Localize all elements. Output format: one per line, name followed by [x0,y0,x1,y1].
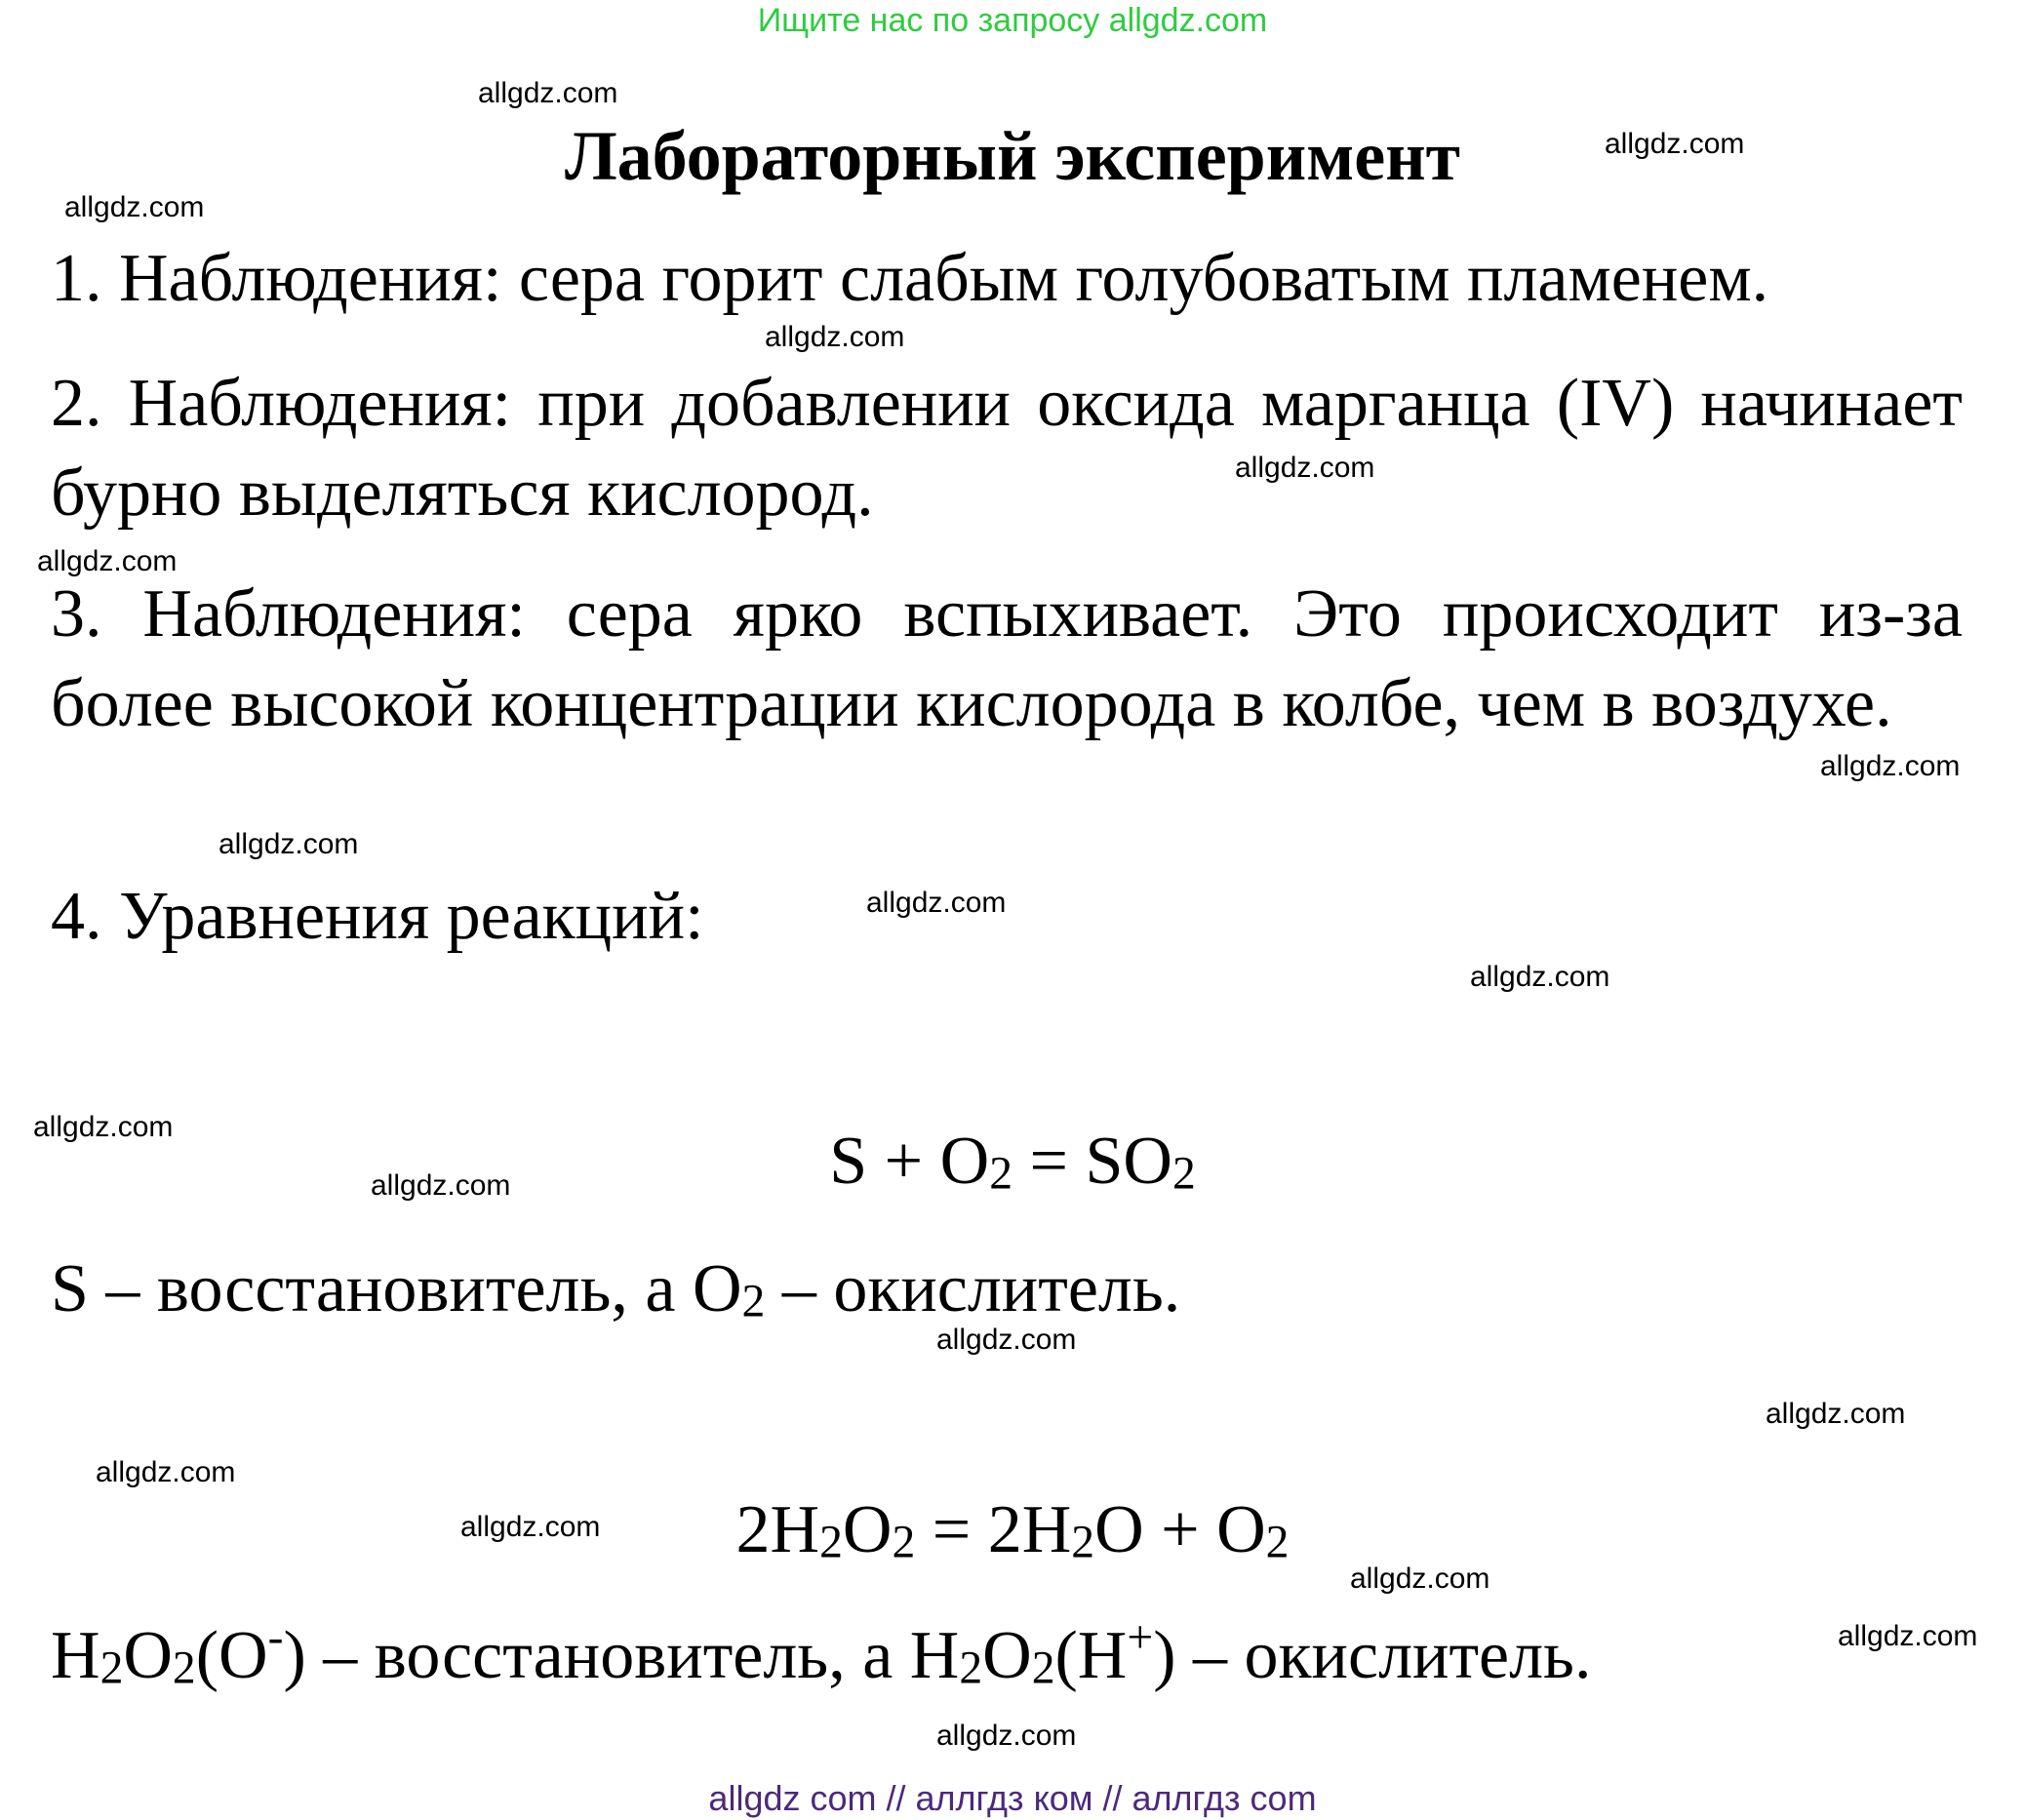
expl2-ion1: (O [195,1618,268,1693]
eq2-sub1: 2 [819,1517,843,1568]
watermark: allgdz.com [1838,1620,1978,1652]
watermark: allgdz.com [478,77,618,109]
equation-sulfur-combustion [0,1118,2025,1206]
bottom-banner[interactable]: allgdz com // аллгдз ком // аллгдз com [708,1778,1317,1818]
watermark: allgdz.com [1766,1398,1906,1430]
eq2-o1: O [842,1492,893,1567]
page-title: Лабораторный эксперимент [564,117,1461,195]
expl2-mid: ) – восстановитель, а H [283,1618,960,1693]
expl2-sub3: 2 [959,1642,983,1694]
watermark: allgdz.com [936,1324,1077,1356]
watermark: allgdz.com [1235,452,1375,484]
watermark: allgdz.com [64,191,205,223]
watermark: allgdz.com [1605,128,1745,160]
eq1-part-a: S + O [829,1124,990,1199]
expl2-end: ) – окислитель. [1153,1618,1592,1693]
eq2-coef1: 2H [735,1492,820,1567]
expl2-sup2: + [1127,1611,1154,1663]
expl2-o2: O [982,1618,1032,1693]
watermark: allgdz.com [936,1720,1077,1752]
watermark: allgdz.com [371,1169,511,1202]
expl2-o1: O [123,1618,173,1693]
watermark: allgdz.com [218,828,359,860]
eq1-part-b: = SO [1012,1124,1172,1199]
eq2-mid: = 2H [915,1492,1072,1567]
expl2-sub4: 2 [1031,1642,1055,1694]
watermark: allgdz.com [1470,961,1610,993]
expl2-h1: H [51,1618,100,1693]
paragraph-1: 1. Наблюдения: сера горит слабым голубоватым пламенем. [51,241,1769,316]
expl2-sub1: 2 [99,1642,124,1694]
watermark: allgdz.com [1350,1563,1490,1595]
eq1-sub-a: 2 [989,1148,1012,1200]
eq2-sub2: 2 [892,1517,916,1568]
expl1-part-b: – окислитель. [765,1251,1181,1326]
expl2-ion2: (H [1054,1618,1128,1693]
watermark: allgdz.com [37,545,178,577]
eq2-sub3: 2 [1071,1517,1095,1568]
watermark: allgdz.com [460,1511,601,1543]
watermark: allgdz.com [33,1111,174,1143]
expl2-sub2: 2 [172,1642,196,1694]
watermark: allgdz.com [96,1456,236,1488]
eq1-sub-b: 2 [1171,1148,1196,1200]
expl1-part-a: S – восстановитель, а O [51,1251,742,1326]
watermark: allgdz.com [765,321,905,353]
expl2-sup1: - [267,1611,284,1663]
paragraph-2: 2. Наблюдения: при добавлении оксида марганца (IV) начинает бурно выделяться кислород. [51,366,1963,531]
top-banner[interactable]: Ищите нас по запросу allgdz.com [757,2,1268,39]
expl1-sub-a: 2 [741,1276,766,1327]
explanation-1 [51,1245,1963,1334]
equation-peroxide-decomposition [0,1486,2025,1574]
eq2-o2: O + O [1094,1492,1266,1567]
watermark: allgdz.com [866,887,1007,919]
watermark: allgdz.com [1820,750,1961,782]
explanation-2 [51,1611,1963,1701]
paragraph-4: 4. Уравнения реакций: [51,879,704,954]
eq2-sub4: 2 [1265,1517,1290,1568]
paragraph-3: 3. Наблюдения: сера ярко вспыхивает. Это происходит из-за более высокой концентрации кислорода в колбе, чем в воздухе. [51,576,1963,741]
